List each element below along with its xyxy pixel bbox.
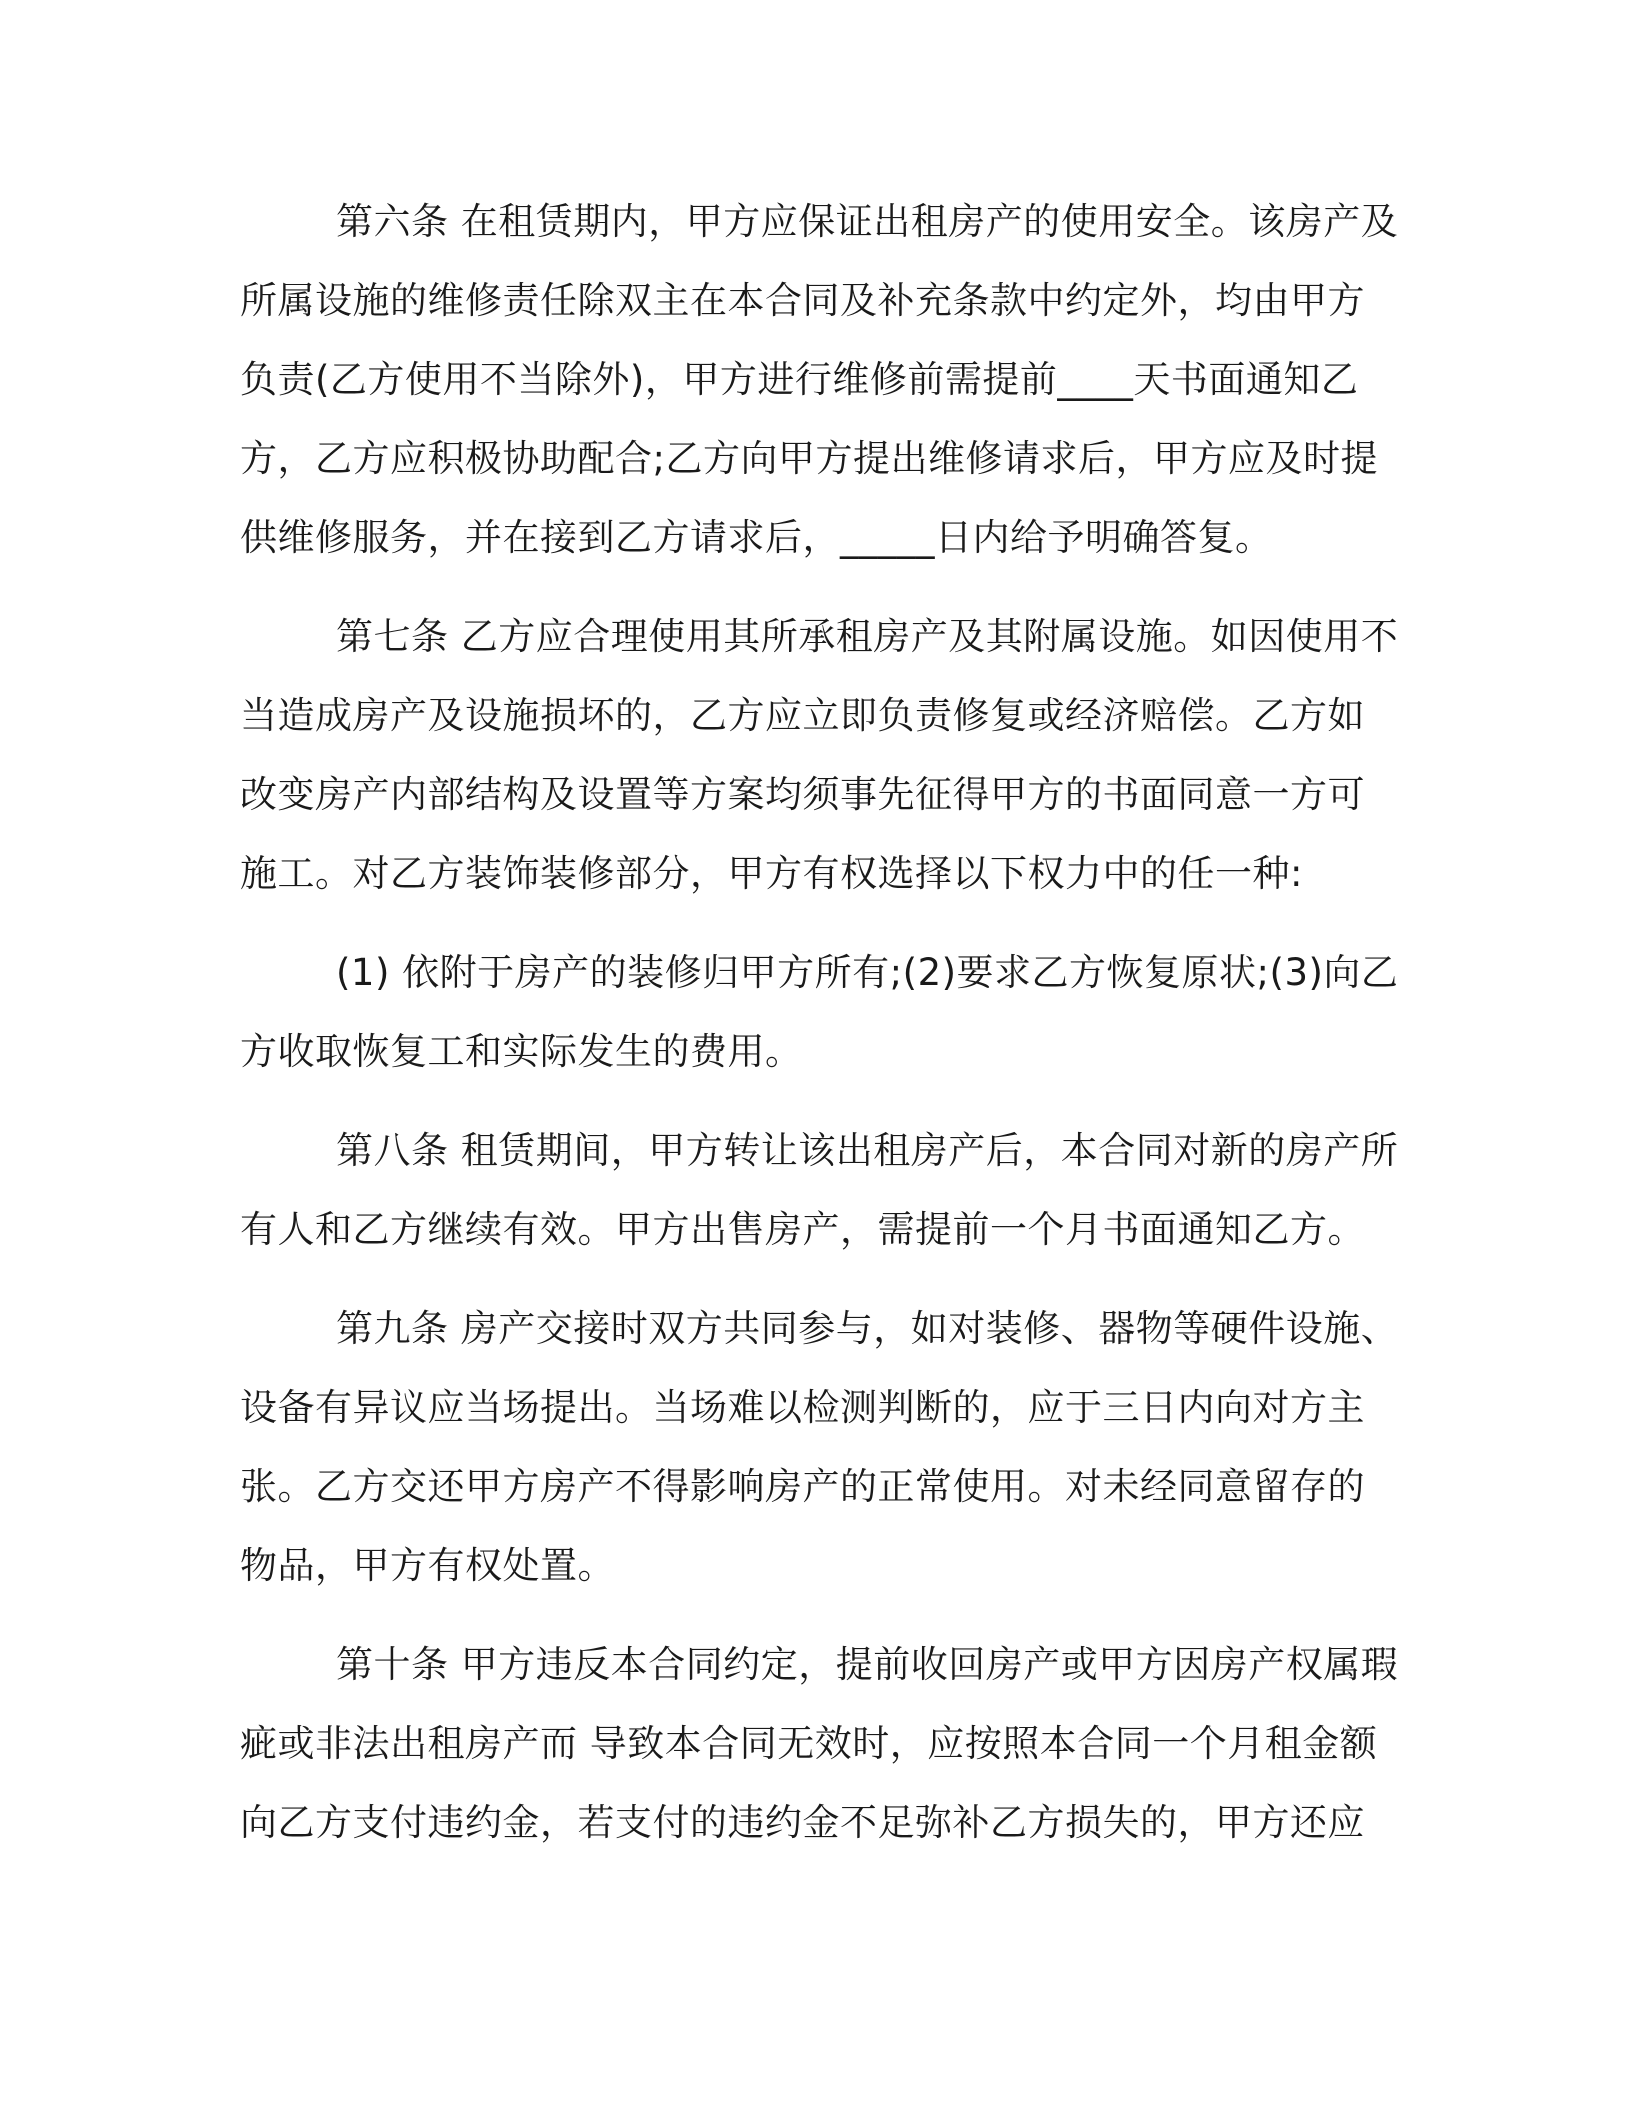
text-line: 负责(乙方使用不当除外)，甲方进行维修前需提前____天书面通知乙 — [240, 358, 1359, 401]
text-line: 第七条 乙方应合理使用其所承租房产及其附属设施。如因使用不 — [336, 615, 1399, 658]
text-line: (1) 依附于房产的装修归甲方所有;(2)要求乙方恢复原状;(3)向乙 — [336, 951, 1399, 994]
article-8-paragraph — [240, 1111, 1399, 1269]
text-line: 张。乙方交还甲方房产不得影响房产的正常使用。对未经同意留存的 — [240, 1465, 1365, 1508]
text-line: 第十条 甲方违反本合同约定，提前收回房产或甲方因房产权属瑕 — [336, 1643, 1399, 1686]
text-line: 第九条 房产交接时双方共同参与，如对装修、器物等硬件设施、 — [336, 1307, 1399, 1350]
text-line: 供维修服务，并在接到乙方请求后，_____日内给予明确答复。 — [240, 516, 1273, 559]
text-line: 向乙方支付违约金，若支付的违约金不足弥补乙方损失的，甲方还应 — [240, 1801, 1365, 1844]
renovation-options-paragraph — [240, 933, 1399, 1091]
text-line: 第六条 在租赁期内，甲方应保证出租房产的使用安全。该房产及 — [336, 200, 1399, 243]
article-9-paragraph — [240, 1289, 1399, 1605]
text-line: 第八条 租赁期间，甲方转让该出租房产后，本合同对新的房产所 — [336, 1129, 1399, 1172]
text-line: 有人和乙方继续有效。甲方出售房产，需提前一个月书面通知乙方。 — [240, 1208, 1365, 1251]
text-line: 当造成房产及设施损坏的，乙方应立即负责修复或经济赔偿。乙方如 — [240, 694, 1365, 737]
text-line: 物品，甲方有权处置。 — [240, 1544, 615, 1587]
text-line: 疵或非法出租房产而 导致本合同无效时，应按照本合同一个月租金额 — [240, 1722, 1378, 1765]
text-line: 改变房产内部结构及设置等方案均须事先征得甲方的书面同意一方可 — [240, 773, 1365, 816]
text-line: 所属设施的维修责任除双主在本合同及补充条款中约定外，均由甲方 — [240, 279, 1365, 322]
text-line: 施工。对乙方装饰装修部分，甲方有权选择以下权力中的任一种: — [240, 852, 1303, 895]
text-line: 设备有异议应当场提出。当场难以检测判断的，应于三日内向对方主 — [240, 1386, 1365, 1429]
text-line: 方收取恢复工和实际发生的费用。 — [240, 1030, 803, 1073]
text-line: 方，乙方应积极协助配合;乙方向甲方提出维修请求后，甲方应及时提 — [240, 437, 1378, 480]
article-7-paragraph — [240, 597, 1399, 913]
document-body — [240, 182, 1399, 1882]
article-6-paragraph — [240, 182, 1399, 577]
article-10-paragraph — [240, 1625, 1399, 1862]
